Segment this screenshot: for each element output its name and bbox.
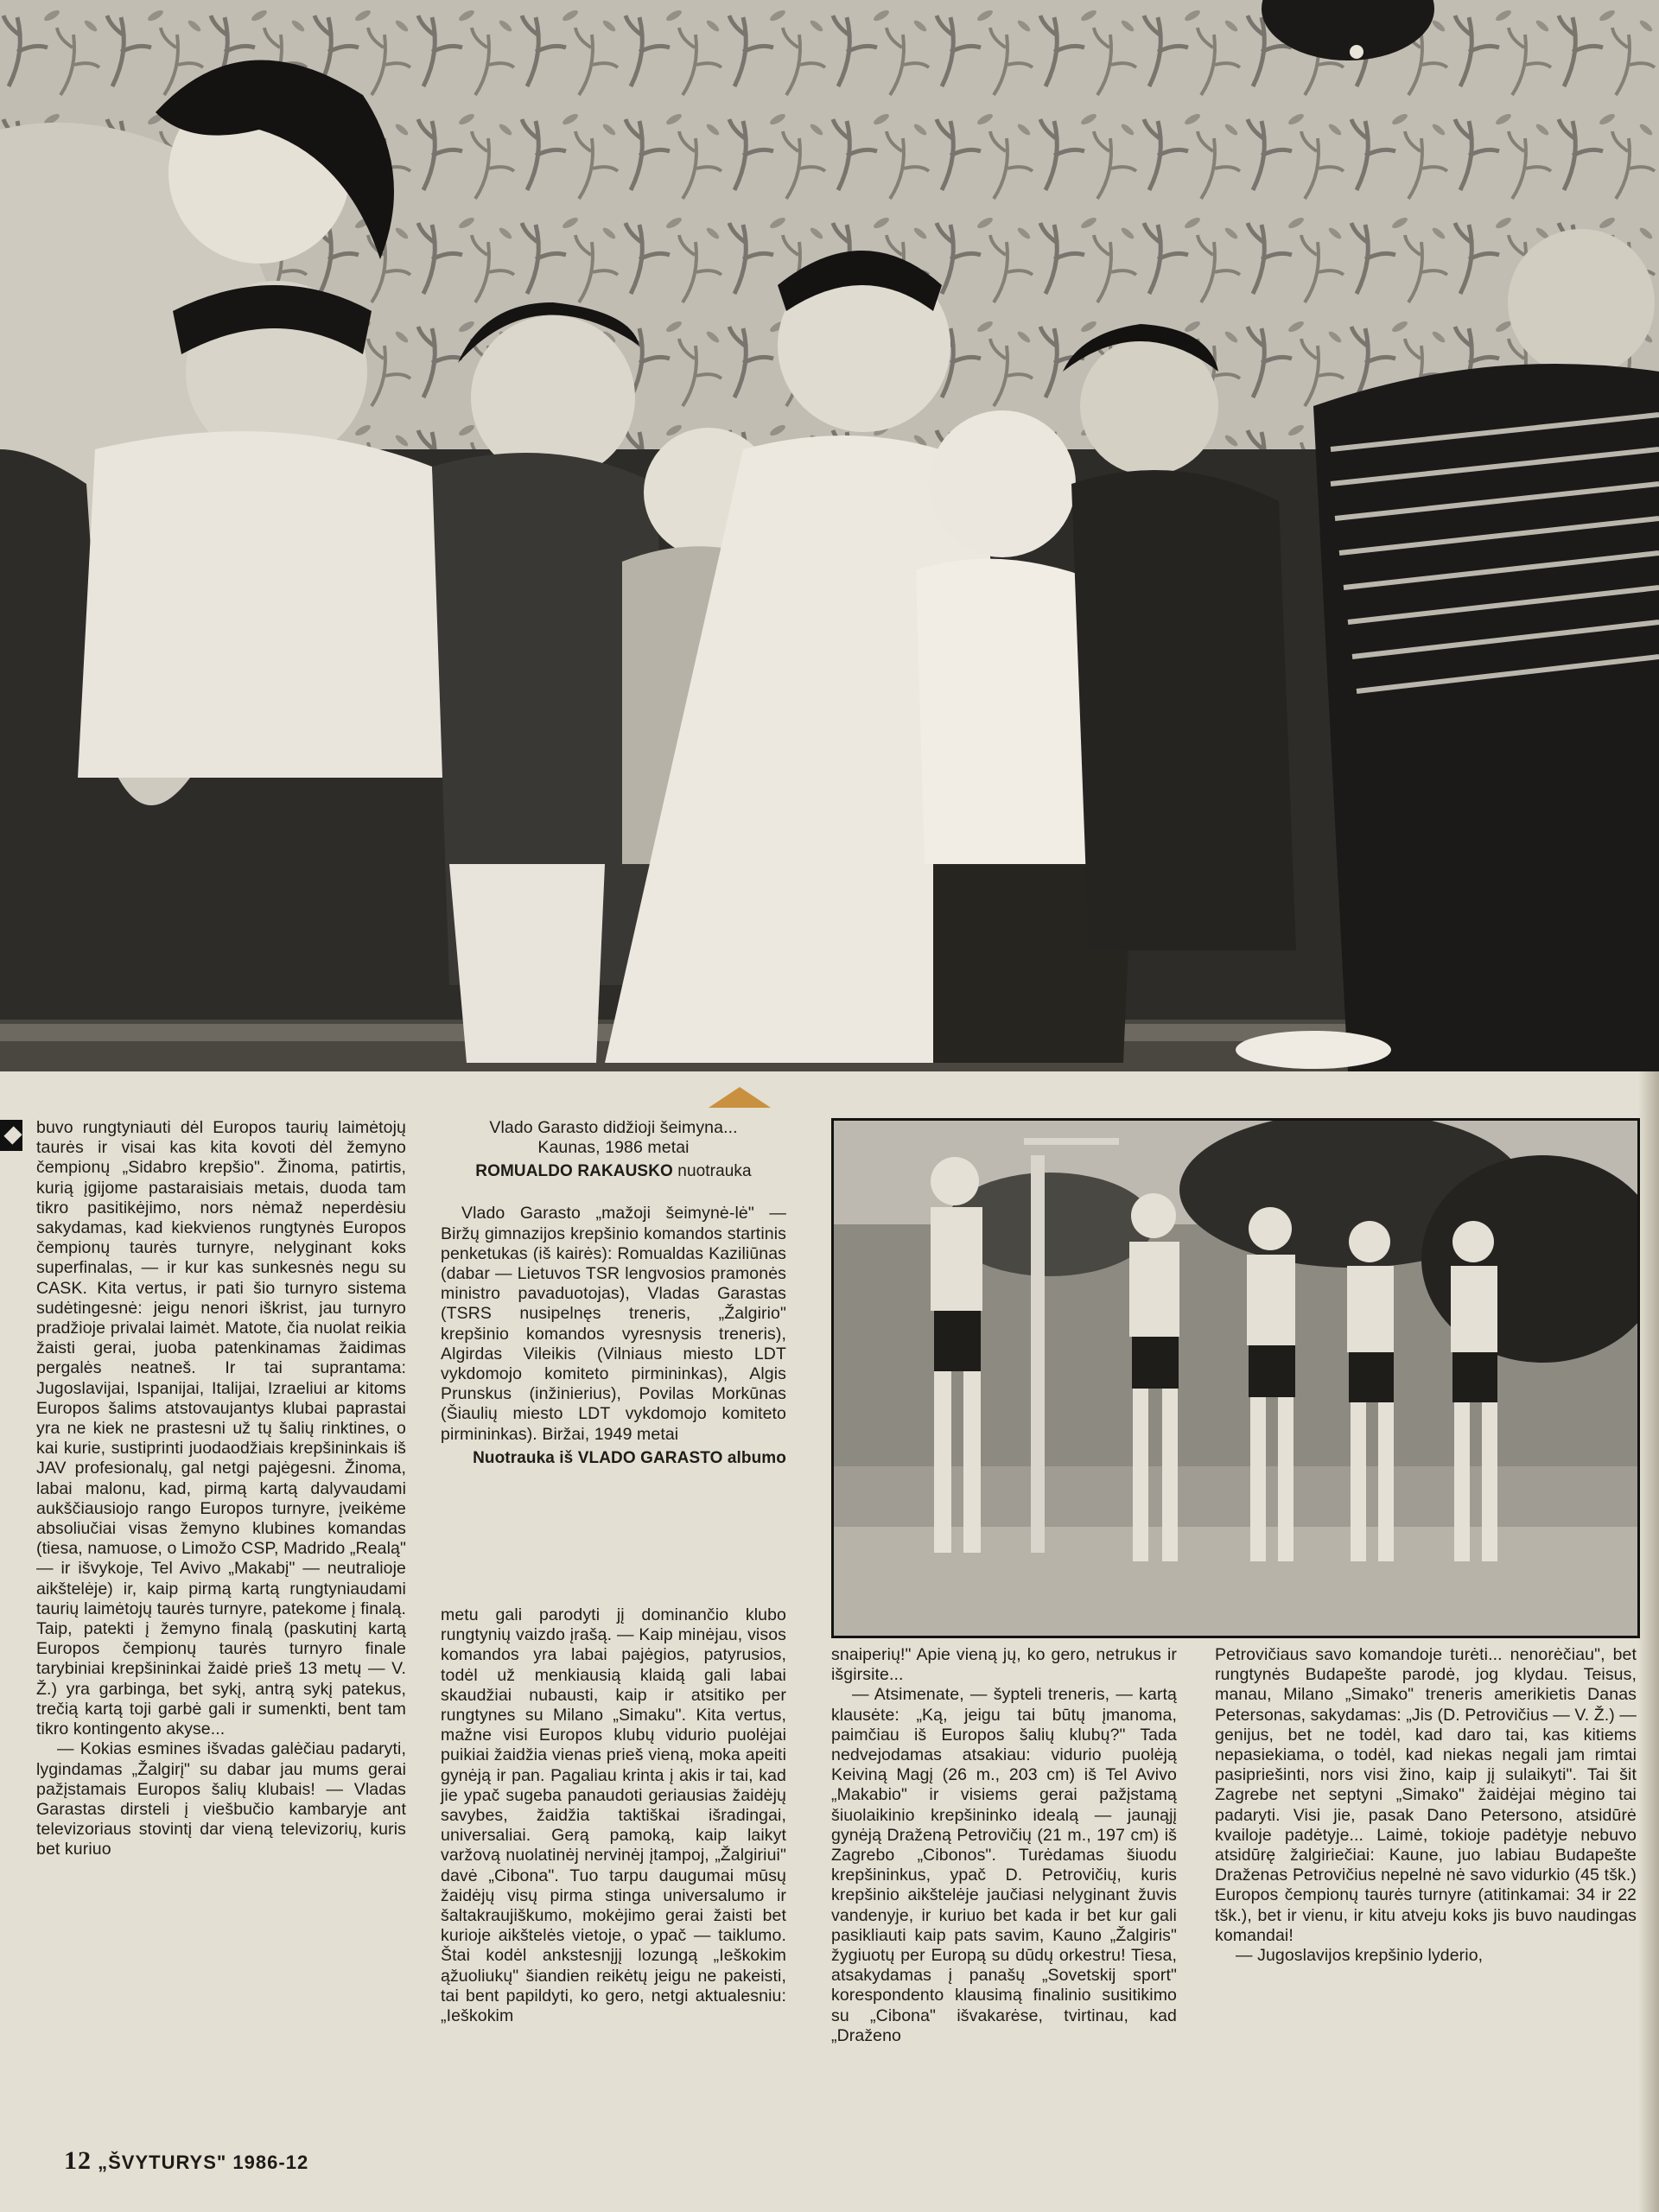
page-number: 12 (64, 2146, 92, 2175)
caption-column (441, 1118, 786, 1468)
credit-suffix: nuotrauka (677, 1162, 752, 1181)
caption-line: Vlado Garasto didžioji šeimyna... (489, 1118, 738, 1137)
article-column-1 (36, 1118, 406, 1860)
magazine-issue: „ŠVYTURYS" 1986-12 (98, 2152, 309, 2173)
article-paragraph: Petrovičiaus savo komandoje turėti... nenorėčiau", bet rungtynės Budapešte parodė, jog klydau. Teisus, manau, Milano „Simako" treneris amerikietis Danas Petersonas, sakydamas: „Jis (D. Petrovičius — V. Ž.) — genijus, bet ne todėl, kad daro tai, kas kitiems nepasiekiama, o todėl, kad niekas negali jam rimtai pasipriešinti, nors visi žino, kaip jį sulaikyti". Tai šit Zagrebe net septyni „Simako" žaidėjai mėgino tai padaryti. Visi jie, pasak Dano Petersono, atsidūrė kvailoje padėtyje... Laimė, tokioje padėtyje nebuvo atsidūrę žalgiriečiai: Kaune, juo labiau Budapešte Draženas Petrovičius nepelnė nė savo vidurkio (45 tšk.) Europos čempionų taurės turnyre (atitinkamai: 34 ir 22 tšk.), bet ir vienu, ir kitu atveju koks jis buvo naudingas komandai! (1215, 1645, 1637, 1945)
photographer-name: ROMUALDO RAKAUSKO (475, 1162, 673, 1181)
article-paragraph: metu gali parodyti jį dominančio klubo rungtynių vaizdo įrašą. — Kaip minėjau, visos komandos yra labai pajėgios, patyrusios, todėl už menkiausią klaidą gali labai skaudžiai nubausti, kaip ir atsitiko per rungtynes su Milano „Simaku". Kita vertus, mažne visi Europos klubų vidurio puolėjai puikiai žaidžia vienas prieš vieną, moka apeiti gynėją ir pan. Pagaliau krinta į akis ir tai, kad jie ypač sugeba panaudoti geriausias žaidėjų savybes, žaidžia taktiškai išradingai, universaliai. Gerą pamoką, kaip laikyt varžovą nuolatinėj nervinėj įtampoj, „Žalgiriui" davė „Cibona". Tuo tarpu daugumai mūsų žaidėjų visų pirma stinga universalumo ir šaltakraujiškumo, mokėjimo gerai žaisti bet kurioje aikštelės vietoje, o ypač — taiklumo. Štai kodėl ankstesnįjį lozungą „Ieškokim ąžuoliukų" šiandien reikėtų jeigu ne pakeisti, tai bent papildyti, ko gero, netgi aktualesniu: „Ieškokim (441, 1605, 786, 2026)
small-photo-credit: Nuotrauka iš VLADO GARASTO albumo (473, 1448, 786, 1467)
article-paragraph: — Kokias esmines išvadas galėčiau padaryti, lygindamas „Žalgirį" su dabar jau mums gerai pažįstamais Europos šalių klubais! — Vladas Garastas dirsteli į viešbučio kambaryje ant televizoriaus stovintį dar vieną televizorių, kuris bet kuriuo (36, 1739, 406, 1859)
page-footer (64, 2146, 308, 2176)
caption-line: Kaunas, 1986 metai (537, 1138, 690, 1158)
article-column-2 (441, 1605, 786, 2026)
article-paragraph: snaiperių!" Apie vieną jų, ko gero, netrukus ir išgirsite... (831, 1645, 1177, 1685)
family-photo (0, 0, 1659, 1071)
arrow-up-marker (709, 1087, 771, 1108)
article-paragraph: — Atsimenate, — šypteli treneris, — kartą klausėte: „Ką, jeigu tai būtų įmanoma, paimčiau iš Europos šalių klubų?" Tada nedvejodamas atsakiau: vidurio puolėją Keiviną Magį (26 m., 203 cm) iš Tel Avivo „Makabio" ir visiems gerai pažįstamą šiuolaikinio krepšininko idealą — jaunąjį gynėją Draženą Petrovičių (21 m., 197 cm) iš Zagrebo „Cibonos". Turėdamas šiuodu krepšininkus, ypač D. Petrovičių, kuris krepšinio aikštelėje jaučiasi nelyginant žuvis vandenyje, ir kuriuo bet kada ir bet kur gali pasikliauti kaip pats savim, Kauno „Žalgiris" žygiuotų per Europą su dūdų orkestru! Tiesa, atsakydamas į panašų „Sovetskij sport" korespondento klausimą finalinio susitikimo su „Cibona" išvakarėse, tvirtinau, kad „Draženo (831, 1685, 1177, 2045)
small-photo-caption: Vlado Garasto „mažoji šeimynė-lė" — Biržų gimnazijos krepšinio komandos startinis penketukas (iš kairės): Romualdas Kaziliūnas (dabar — Lietuvos TSR lengvosios pramonės ministro pavaduotojas), Vladas Garastas (TSRS nusipelnęs treneris, „Žalgirio" krepšinio komandos vyresnysis treneris), Algirdas Vileikis (Vilniaus miesto LDT vykdomojo komiteto pirmininkas), Algis Prunskus (inžinierius), Povilas Morkūnas (Šiaulių miesto LDT vykdomojo komiteto pirmininkas). Biržai, 1949 metai (441, 1204, 786, 1444)
article-column-3 (831, 1645, 1177, 2046)
article-paragraph: — Jugoslavijos krepšinio lyderio, (1236, 1946, 1484, 1966)
top-photo-caption (441, 1118, 786, 1181)
page-edge-shadow (1638, 1071, 1659, 2212)
team-photo (831, 1118, 1640, 1638)
article-column-4 (1215, 1645, 1637, 1966)
article-paragraph: buvo rungtyniauti dėl Europos taurių laimėtojų taurės ir visai kas kita kovoti dėl žemyno čempionų „Sidabro krepšio". Žinoma, patirtis, kurią įgijome pastaraisiais metais, duoda tam tikro pasitikėjimo, nors nėmaž neperdėsiu sakydamas, kad kiekvienos rungtynės Europos čempionų taurės turnyre, nelyginant koks superfinalas, — ir kur kas sunkesnės negu su CASK. Kita vertus, ir pati šio turnyro sistema sudėtingesnė: jeigu nenori iškrist, jau turnyro pradžioje privalai laimėt. Matote, čia nuolat reikia žaisti gerai, juoba patenkinamas žaidimas pergalės neatneš. Ir tai suprantama: Jugoslavijai, Ispanijai, Italijai, Izraeliui ar kitoms Europos šalims atstovaujantys klubai paprastai yra ne kiek ne prastesni už tų šalių rinktines, o kai kurie, sustiprinti juodaodžiais krepšininkais iš JAV profesionalų, gal netgi pajėgesni. Žinoma, labai malonu, kad, pirmą kartą dalyvaudami aukščiausiojo rango Europos turnyre, įveikėme absoliučiai visas žemyno klubines komandas (tiesa, namuose, o Limožo CSP, Madrido „Realą" — ir išvykoje, Tel Avivo „Makabį" — neutralioje aikštelėje) ir, kaip pirmą kartą rungtyniaudami taurių laimėtojų taurės turnyre, patekome į finalą. Taip, patekti į žemyno finalą (paskutinį kartą Europos čempionų taurės turnyro finale tarybiniai krepšininkai žaidė prieš 13 metų — V. Ž.) yra garbinga, bet sykį, antrą sykį patekus, trečią kartą toji garbė gali ir sumenkti, bent tam tikro kontingento akyse... (36, 1118, 406, 1739)
section-marker-icon (0, 1120, 22, 1151)
